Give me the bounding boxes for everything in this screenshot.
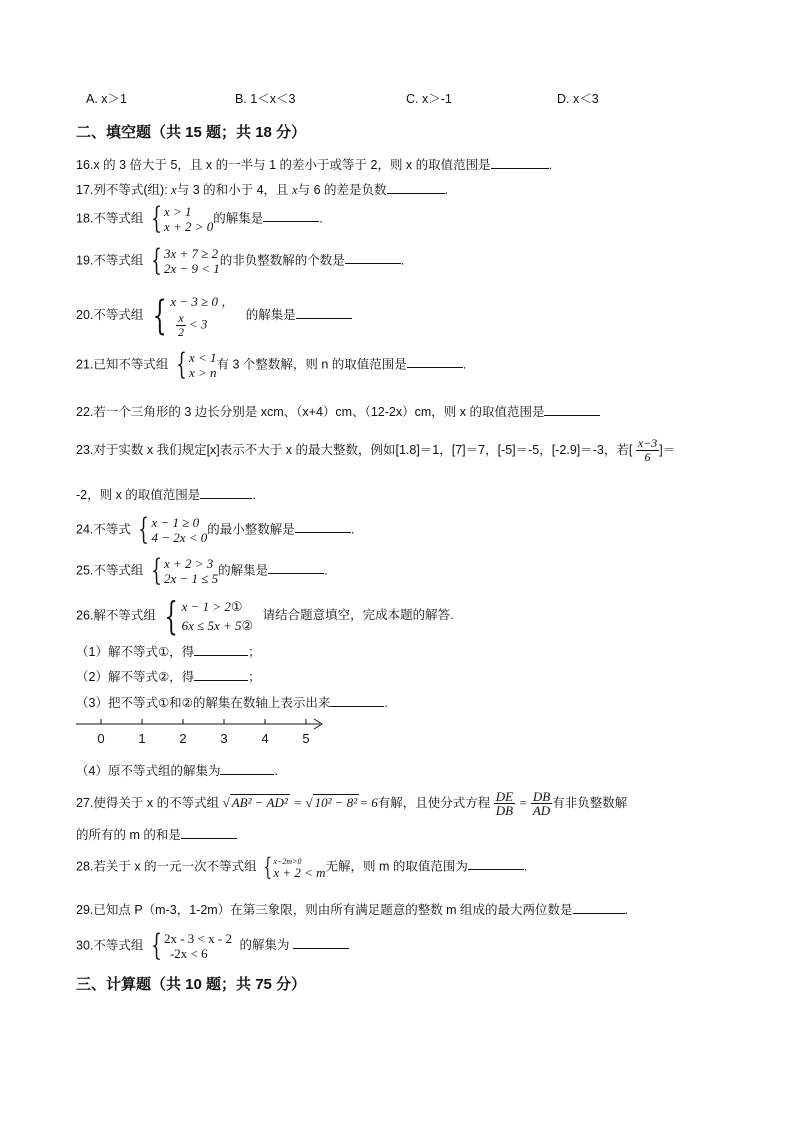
question-16 [76,155,552,173]
step-3-text: （3）把不等式①和②的解集在数轴上表示出来 [76,696,331,710]
question-18-text: 的解集是 [213,211,264,226]
question-25 [76,553,328,588]
brace-icon: { [151,201,162,236]
number-line [74,716,334,750]
answer-blank [194,668,248,681]
question-20-label: 20.不等式组 [76,307,144,322]
answer-blank [330,694,384,707]
radicand: AB² − AD² [231,794,288,810]
equals-sign: = [293,794,303,810]
inequality-line-fraction [170,312,234,339]
option-d: D. x＜3 [557,92,599,106]
brace-icon: { [151,553,162,588]
inequality-rhs: < 3 [188,316,208,332]
inequality-system [147,553,219,588]
inequality-line [182,597,254,616]
question-19 [76,243,405,278]
answer-blank [268,561,324,574]
radicand: 10² − 8² [314,794,358,810]
brace-icon: { [164,594,179,638]
inequality-system [147,928,232,963]
question-23-text-a: 23.对于实数 x 我们规定[x]表示不大于 x 的最大整数，例如[1.8]＝1，[7]＝7，[-5]＝-5，[-2.9]＝-3，若[ [76,442,633,457]
question-21 [76,347,467,382]
inequality-line: x + 2 < m [273,865,326,880]
fraction-numerator: x [178,311,184,325]
question-26-step2 [76,667,261,685]
inequality-expr: 6x ≤ 5x + 5 [181,618,242,633]
inequality-line: x + 2 > 0 [163,219,214,234]
fraction-numerator: DB [532,789,551,804]
answer-blank [263,209,319,222]
number-line-label: 4 [261,731,269,746]
question-19-label: 19.不等式组 [76,253,144,268]
question-30-text: 的解集为 [239,938,290,953]
answer-blank [468,857,524,870]
fraction [636,437,659,464]
square-root: √ AB² − AD² [222,794,288,810]
question-16-text: 16.x 的 3 倍大于 5，且 x 的一半与 1 的差小于或等于 2，则 x 的取值范围是 [76,158,491,172]
question-26 [76,594,454,638]
step-1-text: （1）解不等式①，得 [76,645,195,659]
inequality-system [260,853,326,881]
answer-blank [573,901,625,914]
inequality-line: x > 1 [163,204,192,219]
answer-blank [544,403,600,416]
question-26-text: 请结合题意填空，完成本题的解答. [262,608,454,623]
question-17-text-c: 与 6 的差是负数 [297,183,387,197]
circled-number: ② [241,618,254,633]
question-25-label: 25.不等式组 [76,563,144,578]
period: . [400,253,405,268]
question-19-text: 的非负整数解的个数是 [219,253,345,268]
question-18 [76,201,323,236]
inequality-system [147,243,220,278]
question-23-line2 [76,485,256,503]
inequality-line: 4 − 2x < 0 [151,530,208,545]
option-c: C. x＞-1 [406,92,452,106]
period: . [324,563,328,578]
question-18-label: 18.不等式组 [76,211,144,226]
variable-x: x [171,183,177,197]
period: . [523,859,528,874]
question-22-text: 22.若一个三角形的 3 边长分别是 xcm、（x+4）cm、（12-2x）cm，则 x 的取值范围是 [76,405,545,419]
answer-blank [491,156,549,169]
brace-icon: { [138,512,150,547]
question-27-text-d: 的所有的 m 的和是 [76,828,181,842]
section-heading-fill-in: 二、填空题（共 15 题；共 18 分） [76,124,307,141]
square-root: √ 10² − 8² [305,794,358,810]
fraction [176,312,185,339]
fraction-denominator: 6 [644,450,651,464]
question-30-label: 30.不等式组 [76,938,144,953]
fraction-numerator: x−3 [637,436,658,450]
question-21-label: 21.已知不等式组 [76,357,169,372]
fraction [531,790,552,817]
question-23-text-c: -2，则 x 的取值范围是 [76,488,201,502]
question-26-label: 26.解不等式组 [76,608,156,623]
number-line-label: 1 [138,731,146,746]
option-a: A. x＞1 [86,92,127,106]
step-2-text: （2）解不等式②，得 [76,670,195,684]
question-17-text-a: 17.列不等式(组): [76,183,168,197]
question-23 [76,437,675,464]
period: . [444,183,448,197]
inequality-line: 2x − 9 < 1 [163,261,220,276]
brace-icon: { [263,853,272,881]
inequality-line: x < 1 [188,350,217,365]
question-28-text: 无解，则 m 的取值范围为 [325,859,468,874]
question-24 [76,512,355,547]
answer-blank [293,936,349,949]
circled-number: ① [230,599,243,614]
answer-blank [220,762,274,775]
question-17 [76,180,448,198]
step-4-text: （4）原不等式组的解集为 [76,764,221,778]
inequality-line: 2x − 1 ≤ 5 [163,571,219,586]
semicolon: ； [248,645,261,659]
inequality-line: x−2m>0 [273,857,302,866]
answer-blank [407,355,463,368]
inequality-line: -2x < 6 [169,946,208,961]
inequality-line: x − 1 ≥ 0 [151,515,200,530]
question-27 [76,790,627,817]
question-20-text: 的解集是 [245,307,296,322]
question-21-text: 有 3 个整数解，则 n 的取值范围是 [216,357,407,372]
question-25-text: 的解集是 [218,563,269,578]
equals-sign: = [518,794,528,810]
fraction [494,790,515,817]
question-24-text: 的最小整数解是 [207,522,295,537]
inequality-system [134,512,208,547]
semicolon: ； [248,670,261,684]
fraction-denominator: 2 [177,325,184,339]
answer-blank [345,251,401,264]
question-28-label: 28.若关于 x 的一元一次不等式组 [76,859,257,874]
inequality-system [147,201,214,236]
period: . [462,357,467,372]
number-line-label: 5 [302,731,310,746]
question-17-text-b: 与 3 的和小于 4，且 [176,183,289,197]
answer-blank [200,486,252,499]
variable-x: x [292,183,298,197]
answer-blank [181,826,237,839]
question-27-text-c: 有非负整数解 [552,795,628,810]
question-26-step1 [76,642,261,660]
period: . [548,158,553,172]
section-heading-calculation: 三、计算题（共 10 题；共 75 分） [76,976,307,993]
question-27-line2 [76,825,237,843]
brace-icon: { [176,347,187,382]
question-20 [76,292,352,339]
inequality-line: 2x - 3 < x - 2 [163,931,232,946]
inequality-line [182,616,254,635]
period: . [252,488,256,502]
question-23-text-b: ]＝ [659,442,676,457]
period: . [319,211,323,226]
inequality-expr: x − 1 > 2 [181,599,231,614]
inequality-line: x + 2 > 3 [163,556,214,571]
period: . [350,522,355,537]
question-27-text-a: 27.使得关于 x 的不等式组 [76,795,220,810]
brace-icon: { [151,243,162,278]
inequality-system [147,292,234,339]
answer-blank [387,181,445,194]
period: . [624,903,629,917]
question-30 [76,928,349,963]
question-24-label: 24.不等式 [76,522,131,537]
inequality-system [159,594,254,638]
question-27-text-b: 有解，且使分式方程 [377,795,491,810]
fraction-denominator: DB [495,803,514,818]
question-28 [76,853,528,881]
answer-blank [296,306,352,319]
inequality-line: x > n [188,365,217,380]
number-line-label: 0 [97,731,105,746]
question-29 [76,900,628,918]
inequality-system [172,347,217,382]
fraction-numerator: DE [495,789,514,804]
question-22 [76,402,600,420]
period: . [384,696,388,710]
question-26-step3 [76,693,388,711]
option-b: B. 1＜x＜3 [235,92,296,106]
answer-blank [194,643,248,656]
fraction-denominator: AD [532,803,551,818]
equals-six: = 6 [359,794,378,810]
answer-blank [295,520,351,533]
question-26-step4 [76,761,278,779]
brace-icon: { [151,928,162,963]
period: . [274,764,278,778]
inequality-line: 3x + 7 ≥ 2 [163,246,219,261]
number-line-label: 3 [220,731,228,746]
brace-icon: { [152,292,167,339]
question-29-text: 29.已知点 P（m-3，1-2m）在第三象限，则由所有满足题意的整数 m 组成的最大两位数是 [76,903,573,917]
number-line-label: 2 [179,731,187,746]
inequality-line: x − 3 ≥ 0 ， [170,294,235,309]
